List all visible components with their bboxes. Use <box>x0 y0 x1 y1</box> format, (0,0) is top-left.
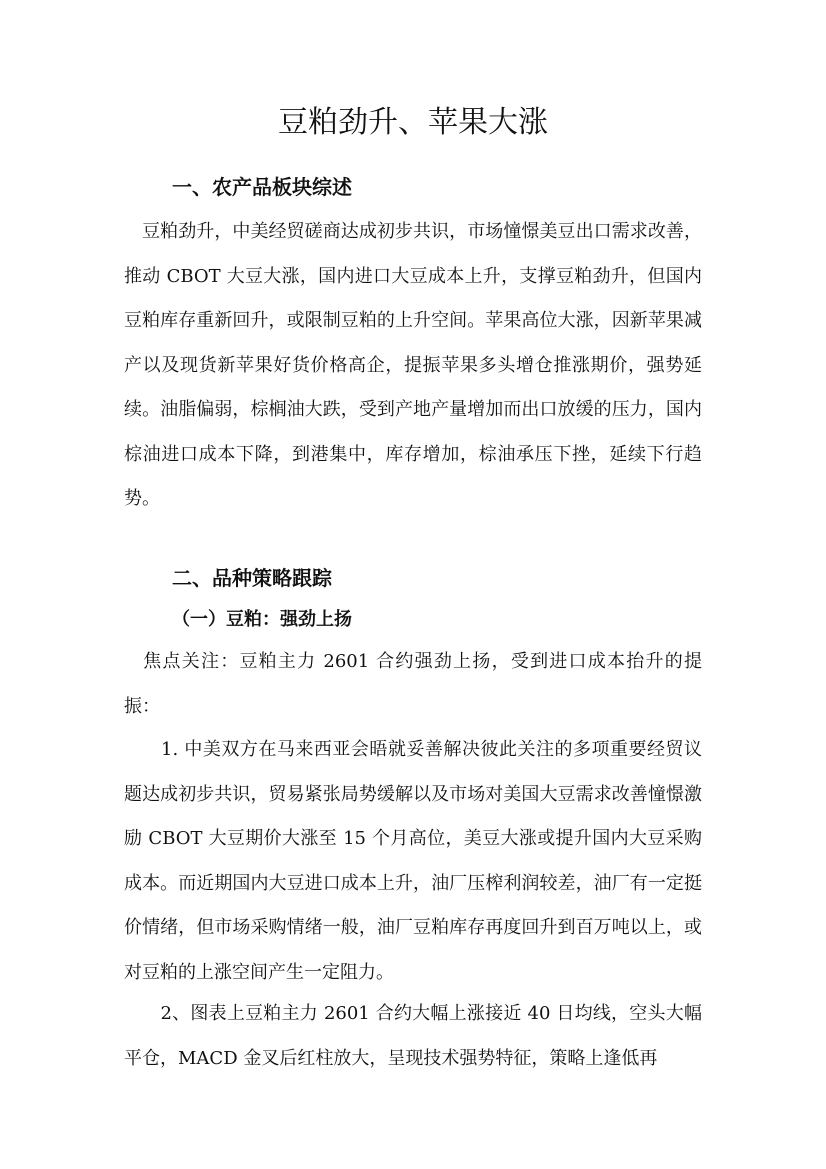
document-title: 豆粕劲升、苹果大涨 <box>278 105 548 140</box>
section1-paragraph: 豆粕劲升，中美经贸磋商达成初步共识，市场憧憬美豆出口需求改善，推动 CBOT 大豆大涨，国内进口大豆成本上升，支撑豆粕劲升，但国内豆粕库存重新回升，或限制豆粕的上升空间。苹果高位大涨，因新苹果减产以及现货新苹果好货价格高企，提振苹果多头增仓推涨期价，强势延续。油脂偏弱，棕榈油大跌，受到产地产量增加而出口放缓的压力，国内棕油进口成本下降，到港集中，库存增加，棕油承压下挫，延续下行趋势。 <box>124 221 702 509</box>
focus-paragraph: 焦点关注：豆粕主力 2601 合约强劲上扬，受到进口成本抬升的提振： <box>124 651 702 717</box>
point2-paragraph: 2、图表上豆粕主力 2601 合约大幅上涨接近 40 日均线，空头大幅平仓，MACD 金叉后红柱放大，呈现技术强势特征，策略上逢低再 <box>124 1003 702 1069</box>
point1-paragraph: 1. 中美双方在马来西亚会晤就妥善解决彼此关注的多项重要经贸议题达成初步共识，贸易紧张局势缓解以及市场对美国大豆需求改善憧憬激励 CBOT 大豆期价大涨至 15 个月高位，美豆大涨或提升国内大豆采购成本。而近期国内大豆进口成本上升，油厂压榨利润较差，油厂有一定挺价情绪，但市场采购情绪一般，油厂豆粕库存再度回升到百万吨以上，或对豆粕的上涨空间产生一定阻力。 <box>124 739 702 983</box>
section1-heading: 一、农产品板块综述 <box>172 175 352 199</box>
soymeal-subheading: （一）豆粕：强劲上扬 <box>172 609 352 630</box>
section2-heading: 二、品种策略跟踪 <box>172 566 332 590</box>
